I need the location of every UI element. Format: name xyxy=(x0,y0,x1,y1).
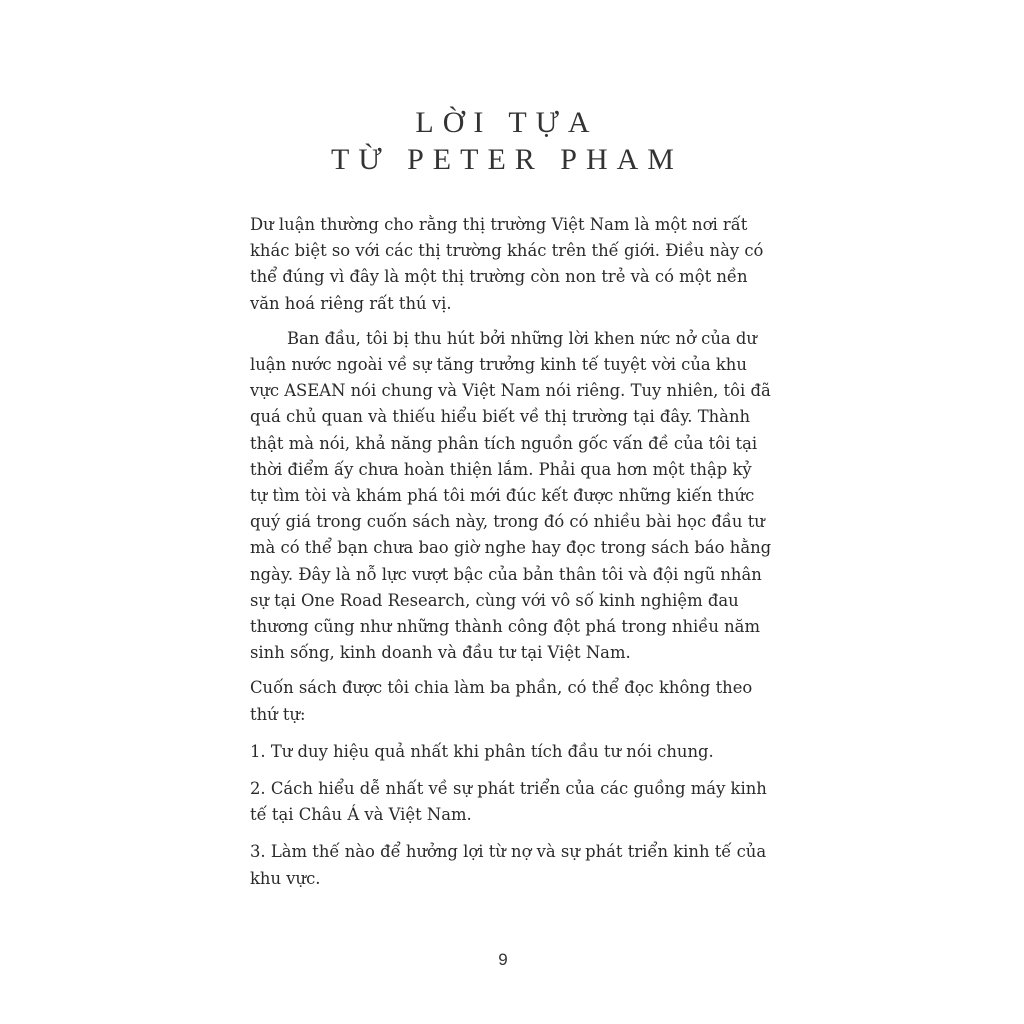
paragraph-1: Dư luận thường cho rằng thị trường Việt Nam là một nơi rất khác biệt so với các thị trường khác trên thế giới. Điều này có thể đúng vì đây là một thị trường còn non trẻ và có một nền văn hoá riêng rất thú vị. xyxy=(250,215,764,313)
list-item-2: 2. Cách hiểu dễ nhất về sự phát triển của các guồng máy kinh tế tại Châu Á và Việt Nam. xyxy=(250,779,767,825)
page-number: 9 xyxy=(498,950,508,969)
paragraph-2: Ban đầu, tôi bị thu hút bởi những lời khen nức nở của dư luận nước ngoài về sự tăng trưởng kinh tế tuyệt vời của khu vực ASEAN nói chung và Việt Nam nói riêng. Tuy nhiên, tôi đã quá chủ quan và thiếu hiểu biết về thị trường tại đây. Thành thật mà nói, khả năng phân tích nguồn gốc vấn đề của tôi tại thời điểm ấy chưa hoàn thiện lắm. Phải qua hơn một thập kỷ tự tìm tòi và khám phá tôi mới đúc kết được những kiến thức quý giá trong cuốn sách này, trong đó có nhiều bài học đầu tư mà có thể bạn chưa bao giờ nghe hay đọc trong sách báo hằng ngày. Đây là nỗ lực vượt bậc của bản thân tôi và đội ngũ nhân sự tại One Road Research, cùng với vô số kinh nghiệm đau thương cũng như những thành công đột phá trong nhiều năm sinh sống, kinh doanh và đầu tư tại Việt Nam. xyxy=(250,328,772,663)
body-text xyxy=(250,212,772,903)
paragraph-3: Cuốn sách được tôi chia làm ba phần, có thể đọc không theo thứ tự: xyxy=(250,678,753,724)
list-item-1: 1. Tư duy hiệu quả nhất khi phân tích đầu tư nói chung. xyxy=(250,741,714,761)
list-item-3: 3. Làm thế nào để hưởng lợi từ nợ và sự phát triển kinh tế của khu vực. xyxy=(250,842,767,888)
title-line-1: LỜI TỰA xyxy=(415,106,599,139)
title-line-2: TỪ PETER PHAM xyxy=(331,143,683,176)
